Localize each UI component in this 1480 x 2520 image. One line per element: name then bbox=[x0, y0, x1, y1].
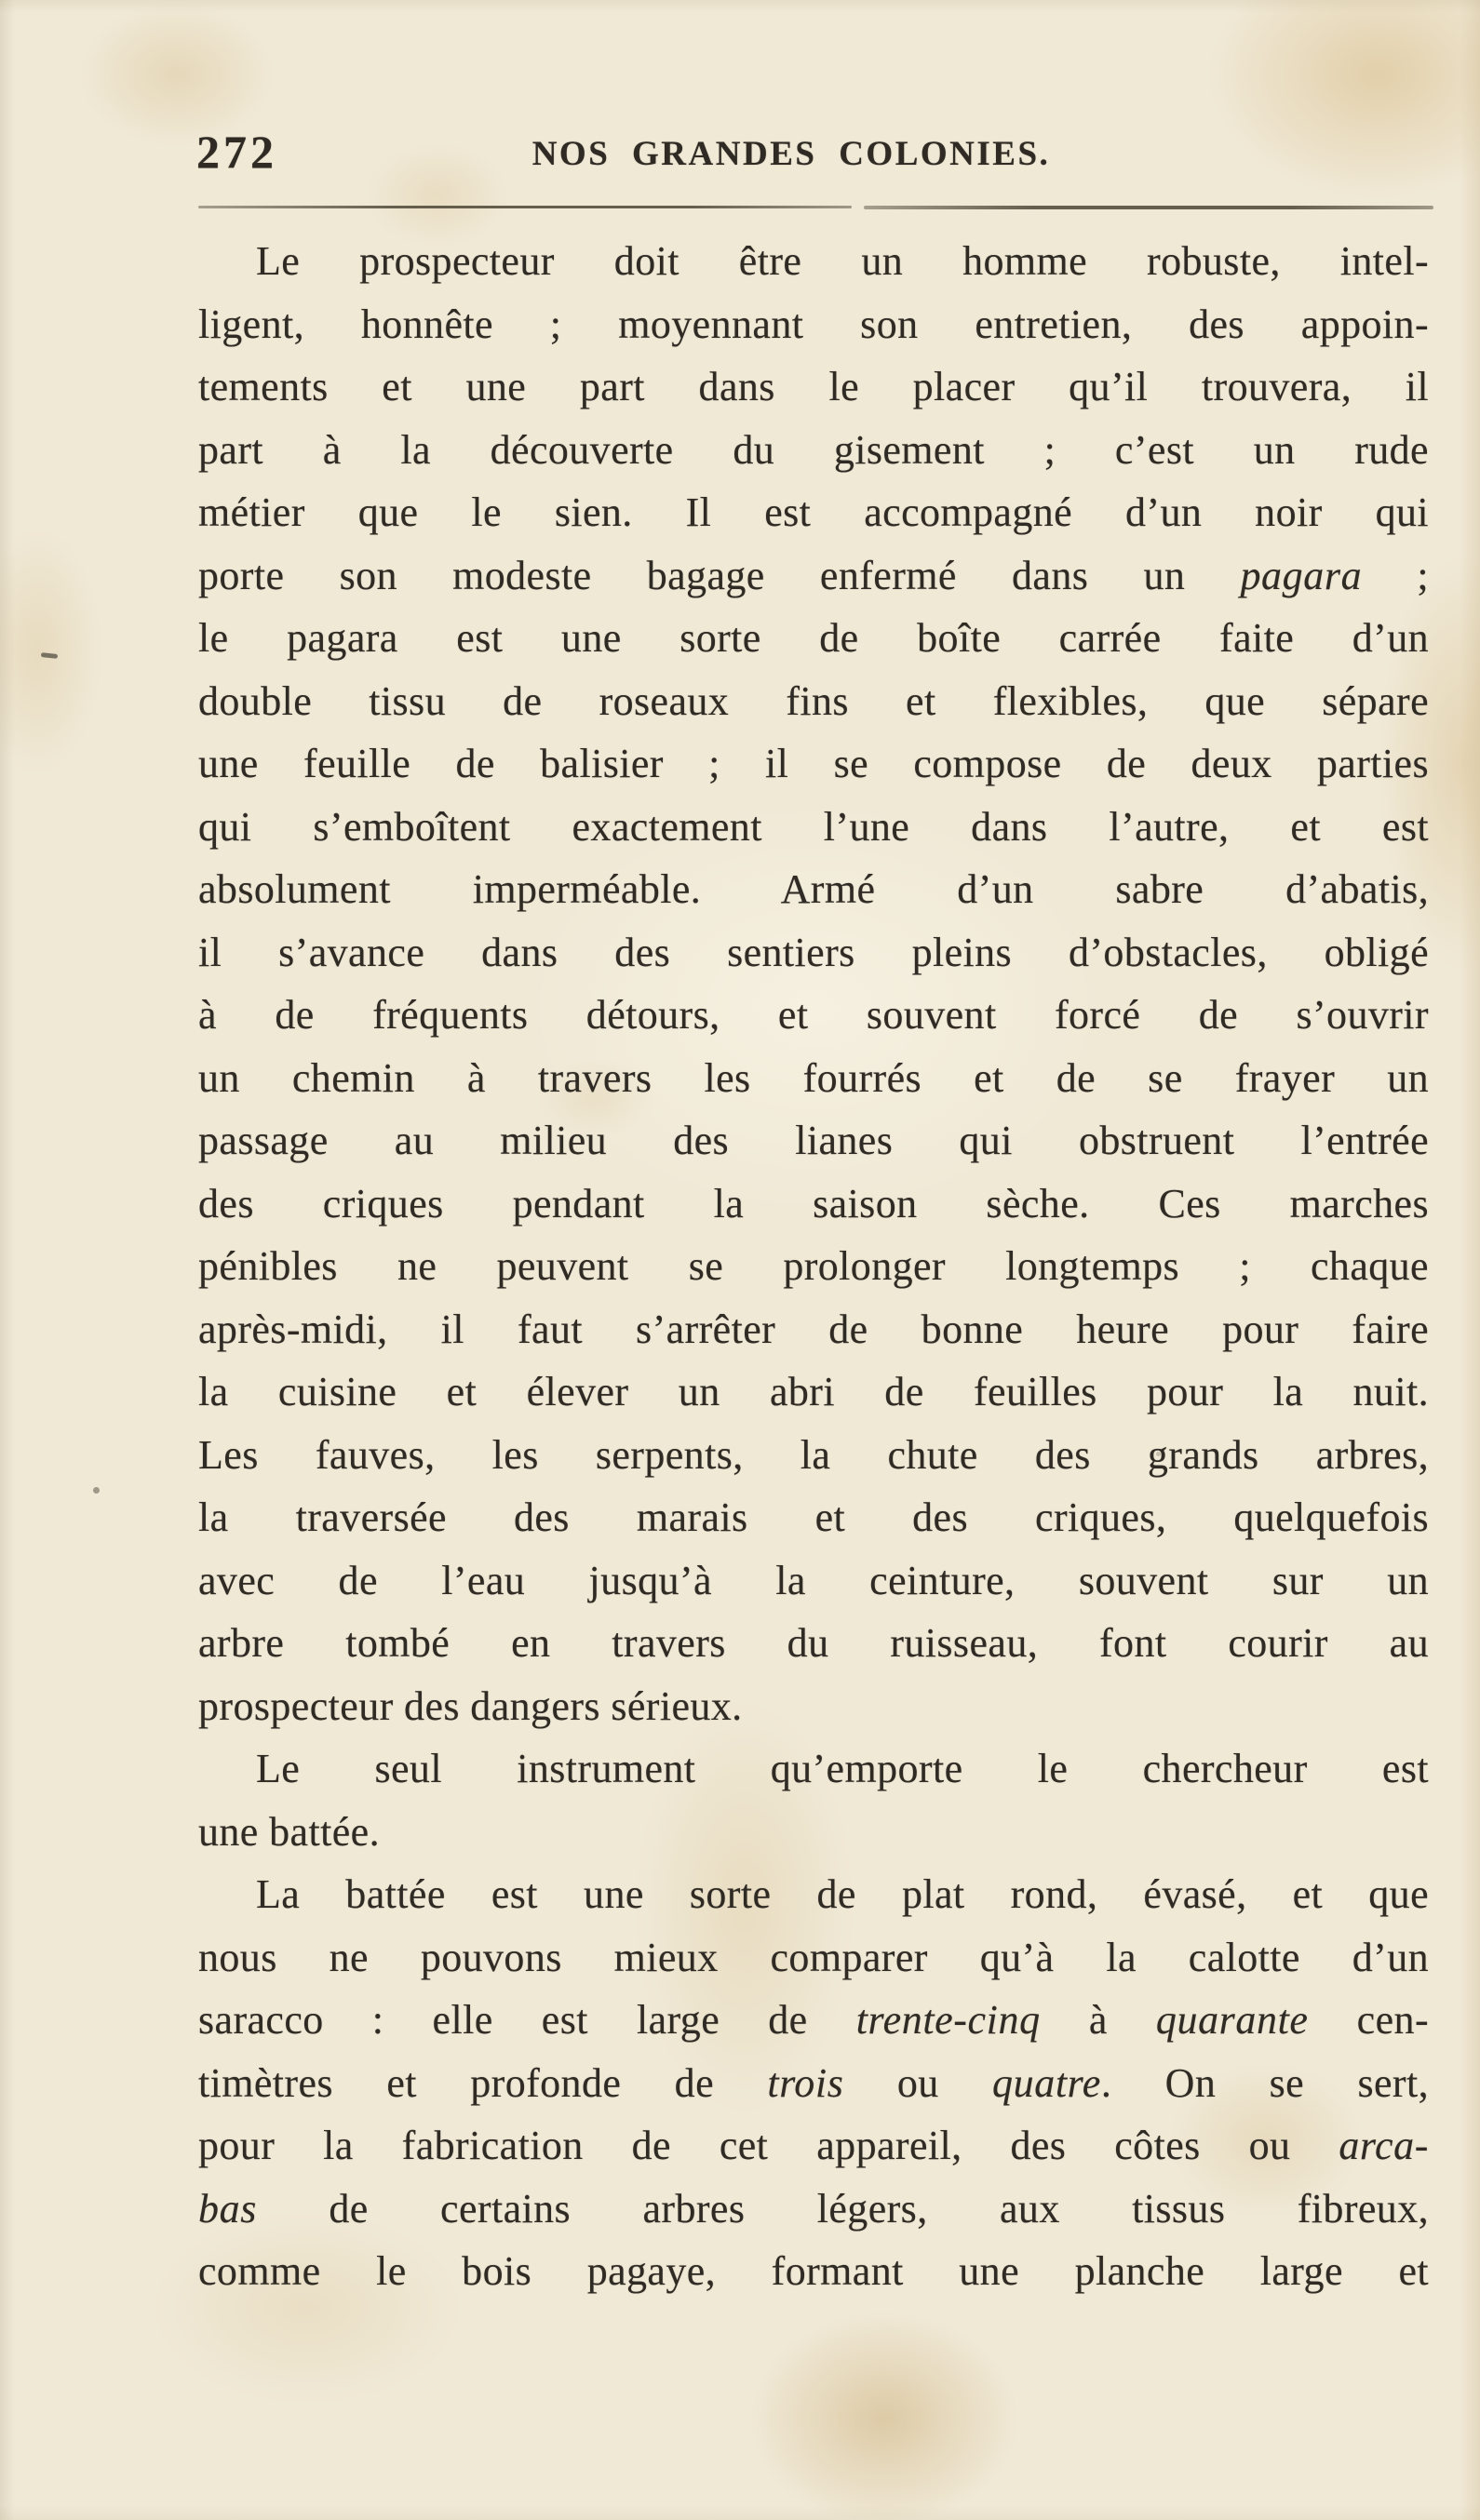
text-run: une battée. bbox=[198, 1808, 380, 1855]
text-run: . On se sert, bbox=[1100, 2059, 1429, 2106]
page-text bbox=[198, 230, 1429, 2303]
page-number: 272 bbox=[196, 126, 277, 178]
text-line bbox=[198, 2114, 1429, 2178]
text-line bbox=[198, 1298, 1429, 1361]
text-run: de certains arbres légers, aux tissus fibreux, bbox=[256, 2185, 1429, 2232]
text-run: Les fauves, les serpents, la chute des grands arbres, bbox=[198, 1431, 1429, 1478]
text-line bbox=[198, 1235, 1429, 1298]
text-run: absolument imperméable. Armé d’un sabre d’abatis, bbox=[198, 866, 1429, 912]
text-run: comme le bois pagaye, formant une planche large et bbox=[198, 2248, 1429, 2294]
text-run: cen- bbox=[1308, 1997, 1429, 2043]
text-run: une feuille de balisier ; il se compose de deux parties bbox=[198, 741, 1429, 786]
text-run: timètres et profonde de bbox=[198, 2059, 768, 2106]
text-run: la traversée des marais et des criques, quelquefois bbox=[198, 1495, 1429, 1540]
text-run: des criques pendant la saison sèche. Ces marches bbox=[198, 1180, 1429, 1226]
text-line bbox=[198, 921, 1429, 985]
text-line bbox=[198, 2240, 1429, 2303]
text-line bbox=[198, 1361, 1429, 1424]
text-run: Le seul instrument qu’emporte le chercheur est bbox=[256, 1746, 1429, 1791]
text-run: tements et une part dans le placer qu’il trouvera, il bbox=[198, 364, 1429, 409]
running-title: NOS GRANDES COLONIES. bbox=[531, 135, 1051, 173]
italic-run: quarante bbox=[1155, 1997, 1309, 2043]
text-run: à de fréquents détours, et souvent forcé de s’ouvrir bbox=[198, 992, 1429, 1038]
italic-run: quatre bbox=[992, 2059, 1101, 2106]
text-line bbox=[198, 796, 1429, 859]
text-run: porte son modeste bagage enfermé dans un bbox=[198, 552, 1241, 598]
text-run: nous ne pouvons mieux comparer qu’à la calotte d’un bbox=[198, 1934, 1429, 1980]
text-run: pour la fabrication de cet appareil, des côtes ou bbox=[198, 2123, 1339, 2168]
text-line bbox=[198, 607, 1429, 670]
text-line bbox=[198, 544, 1429, 608]
italic-run: trente-cinq bbox=[855, 1997, 1041, 2043]
text-line bbox=[198, 984, 1429, 1047]
header-rule-right bbox=[864, 206, 1433, 209]
text-run: passage au milieu des lianes qui obstruent l’entrée bbox=[198, 1118, 1429, 1163]
text-line bbox=[198, 1486, 1429, 1549]
paper-stain bbox=[41, 652, 58, 659]
text-run: métier que le sien. Il est accompagné d’un noir qui bbox=[198, 489, 1429, 535]
italic-run: bas bbox=[198, 2185, 257, 2232]
paper-stain bbox=[1156, 1452, 1161, 1456]
text-line bbox=[198, 1173, 1429, 1236]
text-line bbox=[198, 355, 1429, 419]
text-run: Le prospecteur doit être un homme robuste, intel- bbox=[256, 238, 1429, 284]
text-run: pénibles ne peuvent se prolonger longtemps ; chaque bbox=[198, 1243, 1429, 1289]
text-run: ou bbox=[843, 2059, 993, 2106]
text-run: prospecteur des dangers sérieux. bbox=[198, 1682, 743, 1729]
text-line bbox=[198, 2178, 1429, 2241]
text-run: La battée est une sorte de plat rond, évasé, et que bbox=[256, 1871, 1429, 1917]
text-run: avec de l’eau jusqu’à la ceinture, souvent sur un bbox=[198, 1557, 1429, 1603]
text-line bbox=[198, 2052, 1429, 2115]
text-run: ligent, honnête ; moyennant son entretien, des appoin- bbox=[198, 301, 1429, 347]
italic-run: trois bbox=[767, 2059, 844, 2106]
text-run: la cuisine et élever un abri de feuilles pour la nuit. bbox=[198, 1369, 1429, 1414]
text-line bbox=[198, 293, 1429, 356]
paragraph bbox=[198, 230, 1429, 1737]
text-line bbox=[198, 670, 1429, 733]
text-line bbox=[198, 858, 1429, 921]
paragraph bbox=[198, 1863, 1429, 2303]
text-line bbox=[198, 732, 1429, 796]
text-run: saracco : elle est large de bbox=[198, 1997, 856, 2043]
text-line bbox=[198, 419, 1429, 482]
text-line bbox=[198, 1675, 1429, 1738]
text-line bbox=[198, 1612, 1429, 1675]
text-line bbox=[198, 1863, 1429, 1926]
paragraph bbox=[198, 1737, 1429, 1863]
text-run: il s’avance dans des sentiers pleins d’obstacles, obligé bbox=[198, 929, 1429, 975]
text-line bbox=[198, 1047, 1429, 1110]
header-rule-left bbox=[198, 206, 852, 208]
text-run: le pagara est une sorte de boîte carrée faite d’un bbox=[198, 615, 1429, 661]
text-line bbox=[198, 1989, 1429, 2052]
text-run: ; bbox=[1362, 552, 1430, 598]
text-line bbox=[198, 481, 1429, 544]
text-run: double tissu de roseaux fins et flexibles, que sépare bbox=[198, 677, 1429, 724]
text-line bbox=[198, 1109, 1429, 1173]
text-line bbox=[198, 1549, 1429, 1613]
italic-run: arca- bbox=[1339, 2123, 1429, 2168]
text-run: qui s’emboîtent exactement l’une dans l’autre, et est bbox=[198, 803, 1429, 850]
paper-stain bbox=[93, 1487, 100, 1494]
text-line bbox=[198, 230, 1429, 293]
text-run: arbre tombé en travers du ruisseau, font courir au bbox=[198, 1620, 1429, 1666]
text-run: part à la découverte du gisement ; c’est un rude bbox=[198, 426, 1429, 473]
text-run: après-midi, il faut s’arrêter de bonne heure pour faire bbox=[198, 1306, 1429, 1352]
text-run: à bbox=[1040, 1997, 1156, 2043]
text-line bbox=[198, 1801, 1429, 1864]
text-line bbox=[198, 1737, 1429, 1801]
text-run: un chemin à travers les fourrés et de se frayer un bbox=[198, 1054, 1429, 1101]
italic-run: pagara bbox=[1240, 552, 1363, 598]
text-line bbox=[198, 1926, 1429, 1990]
text-line bbox=[198, 1424, 1429, 1487]
